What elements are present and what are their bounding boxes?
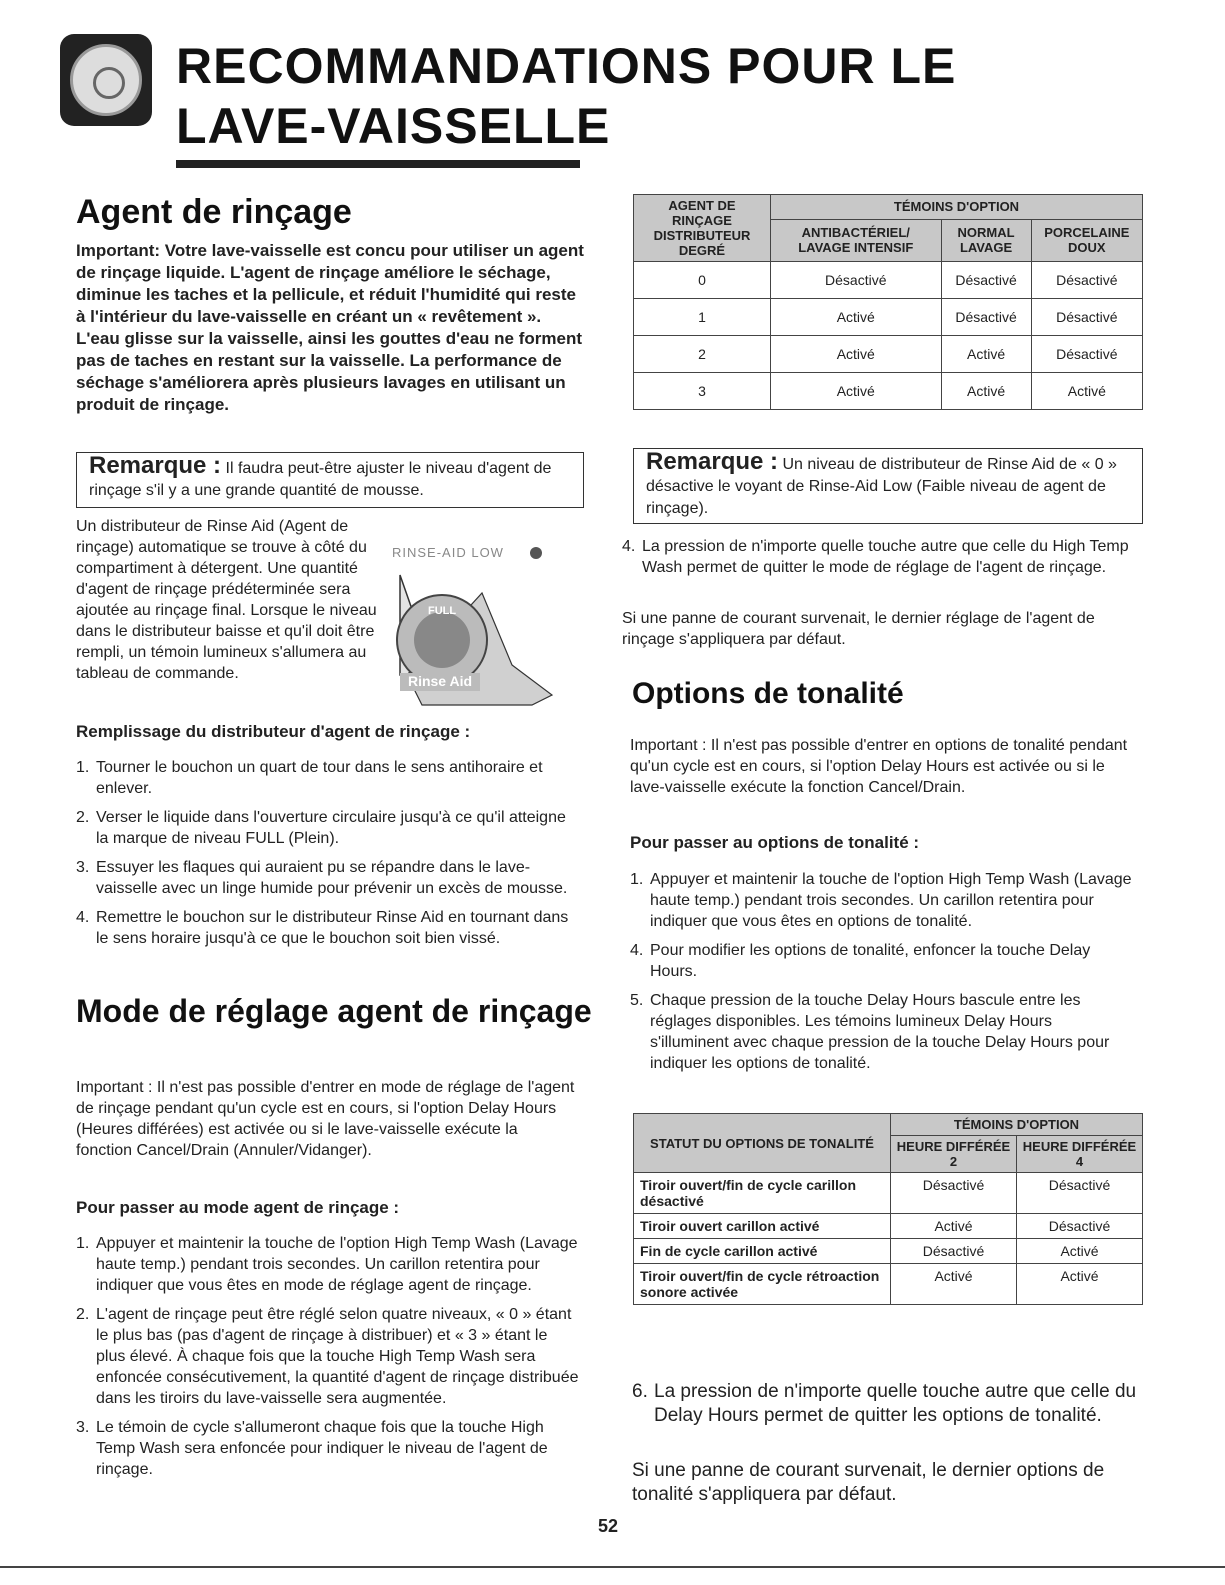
table-header: AGENT DE RINÇAGE DISTRIBUTEUR DEGRÉ <box>634 195 771 262</box>
full-mark-label: FULL <box>428 605 457 617</box>
tone-heading: Options de tonalité <box>632 677 904 710</box>
table-row: 1 Activé Désactivé Désactivé <box>634 299 1143 336</box>
dishwasher-logo-icon <box>60 34 152 126</box>
rinse-aid-illustration <box>382 545 582 715</box>
table-row: 3 Activé Activé Activé <box>634 373 1143 410</box>
mode-important: Important : Il n'est pas possible d'entrer en mode de réglage de l'agent de rinçage pendant qu'un cycle est en cours, si l'option Delay Hours (Heures différées) est activée ou si le lave-vaisselle exécute la fonction Cancel/Drain (Annuler/Vidanger). <box>76 1079 575 1159</box>
title-line-1: RECOMMANDATIONS POUR LE <box>176 38 957 94</box>
table-header: ANTIBACTÉRIEL/ LAVAGE INTENSIF <box>771 219 942 261</box>
rinse-heading: Agent de rinçage <box>76 193 352 231</box>
power-note: Si une panne de courant survenait, le dernier réglage de l'agent de rinçage s'appliquera par défaut. <box>622 610 1095 648</box>
table-row: Tiroir ouvert/fin de cycle carillon désactivé Désactivé Désactivé <box>634 1173 1143 1214</box>
list-item: 5. Chaque pression de la touche Delay Hours bascule entre les réglages disponibles. Les témoins lumineux Delay Hours s'illuminent avec chaque pression de la touche Delay Hours pour indiquer les options de tonalité. <box>630 992 1110 1072</box>
list-item: 4. Remettre le bouchon sur le distributeur Rinse Aid en tournant dans le sens horaire jusqu'à ce que le bouchon soit bien vissé. <box>76 909 569 947</box>
step-6 <box>632 1380 1137 1436</box>
fill-heading: Remplissage du distributeur d'agent de rinçage : <box>76 722 471 741</box>
step-4 <box>622 536 1142 586</box>
mode-heading: Mode de réglage agent de rinçage <box>76 993 592 1029</box>
list-item: 2. L'agent de rinçage peut être réglé selon quatre niveaux, « 0 » étant le plus bas (pas d'agent de rinçage à distribuer) et « 3 » étant le plus élevé. À chaque fois que la touche High Temp Wash sera enfoncée consécutivement, la quantité d'agent de rinçage distribuée dans les tiroirs du lave-vaisselle sera augmentée. <box>76 1306 579 1407</box>
mode-steps <box>76 1233 581 1488</box>
list-item: 3. Le témoin de cycle s'allumeront chaque fois que la touche High Temp Wash sera enfoncée pour indiquer le niveau de l'agent de rinçage. <box>76 1419 548 1478</box>
list-item: 4. Pour modifier les options de tonalité, enfoncer la touche Delay Hours. <box>630 942 1091 980</box>
page-title <box>176 36 956 156</box>
list-item: 1. Tourner le bouchon un quart de tour dans le sens antihoraire et enlever. <box>76 759 543 797</box>
rinse-level-note <box>633 448 1143 524</box>
table-header-group: TÉMOINS D'OPTION <box>771 195 1143 220</box>
table-header: HEURE DIFFÉRÉE 2 <box>891 1136 1017 1173</box>
list-item: 4. La pression de n'importe quelle touche autre que celle du High Temp Wash permet de quitter le mode de réglage de l'agent de rinçage. <box>622 538 1129 576</box>
table-header: HEURE DIFFÉRÉE 4 <box>1017 1136 1143 1173</box>
tone-important: Important : Il n'est pas possible d'entrer en options de tonalité pendant qu'un cycle est en cours, si l'option Delay Hours est activée ou si le lave-vaisselle exécute la fonction Cancel/Drain. <box>630 737 1128 796</box>
dispenser-text: Un distributeur de Rinse Aid (Agent de rinçage) automatique se trouve à côté du compartiment à détergent. Une quantité d'agent de rinçage prédéterminée sera ajoutée au rinçage final. Lorsque le niveau dans le distributeur baisse et qu'il doit être rempli, un témoin lumineux s'allumera au tableau de commande. <box>76 518 377 682</box>
rinse-important: Important: Votre lave-vaisselle est concu pour utiliser un agent de rinçage liquide. L'agent de rinçage améliore le séchage, diminue les taches et la pellicule, et réduit l'humidité qui reste à l'intérieur du lave-vaisselle en créant un « revêtement ». L'eau glisse sur la vaisselle, ainsi les gouttes d'eau ne forment pas de taches en restant sur la vaisselle. La performance de séchage s'améliorera après plusieurs lavages en utilisant un produit de rinçage. <box>76 241 584 414</box>
table-header: NORMAL LAVAGE <box>941 219 1031 261</box>
page-number: 52 <box>598 1516 619 1536</box>
list-item: 2. Verser le liquide dans l'ouverture circulaire jusqu'à ce qu'il atteigne la marque de niveau FULL (Plein). <box>76 809 566 847</box>
note-head: Remarque : <box>646 448 779 475</box>
title-rule <box>176 160 580 168</box>
mode-sub: Pour passer au mode agent de rinçage : <box>76 1198 400 1217</box>
rinse-level-table <box>633 194 1143 410</box>
rinse-aid-low-label: RINSE-AID LOW <box>392 545 504 560</box>
bottom-rule <box>0 1566 1225 1568</box>
table-row: Tiroir ouvert carillon activé Activé Désactivé <box>634 1214 1143 1239</box>
rinse-note <box>76 452 584 508</box>
list-item: 6. La pression de n'importe quelle touche autre que celle du Delay Hours permet de quitter les options de tonalité. <box>632 1381 1137 1426</box>
tone-options-table <box>633 1113 1143 1305</box>
table-header-group: TÉMOINS D'OPTION <box>891 1114 1143 1136</box>
rinse-aid-badge: Rinse Aid <box>400 673 480 691</box>
list-item: 3. Essuyer les flaques qui auraient pu se répandre dans le lave-vaisselle avec un linge humide pour prévenir un excès de mousse. <box>76 859 568 897</box>
table-row: 0 Désactivé Désactivé Désactivé <box>634 262 1143 299</box>
list-item: 1. Appuyer et maintenir la touche de l'option High Temp Wash (Lavage haute temp.) pendant trois secondes. Un carillon retentira pour indiquer que vous êtes en options de tonalité. <box>630 871 1132 930</box>
power-note-2: Si une panne de courant survenait, le dernier options de tonalité s'appliquera par défaut. <box>632 1460 1105 1505</box>
note-text: Un niveau de distributeur de Rinse Aid de « 0 » désactive le voyant de Rinse-Aid Low (Faible niveau de agent de rinçage). <box>646 456 1117 517</box>
note-text: Il faudra peut-être ajuster le niveau d'agent de rinçage s'il y a une grande quantité de mousse. <box>89 460 552 499</box>
table-row: Fin de cycle carillon activé Désactivé Activé <box>634 1239 1143 1264</box>
tone-steps <box>630 869 1135 1082</box>
title-line-2: LAVE-VAISSELLE <box>176 98 611 154</box>
tone-sub: Pour passer au options de tonalité : <box>630 833 920 852</box>
table-row: 2 Activé Activé Désactivé <box>634 336 1143 373</box>
list-item: 1. Appuyer et maintenir la touche de l'option High Temp Wash (Lavage haute temp.) pendant trois secondes. Un carillon retentira pour indiquer que vous êtes en mode de réglage agent de rinçage. <box>76 1235 578 1294</box>
fill-steps <box>76 757 576 957</box>
table-header: PORCELAINE DOUX <box>1031 219 1142 261</box>
table-header: STATUT DU OPTIONS DE TONALITÉ <box>634 1114 891 1173</box>
table-row: Tiroir ouvert/fin de cycle rétroaction sonore activée Activé Activé <box>634 1264 1143 1305</box>
note-head: Remarque : <box>89 452 222 479</box>
